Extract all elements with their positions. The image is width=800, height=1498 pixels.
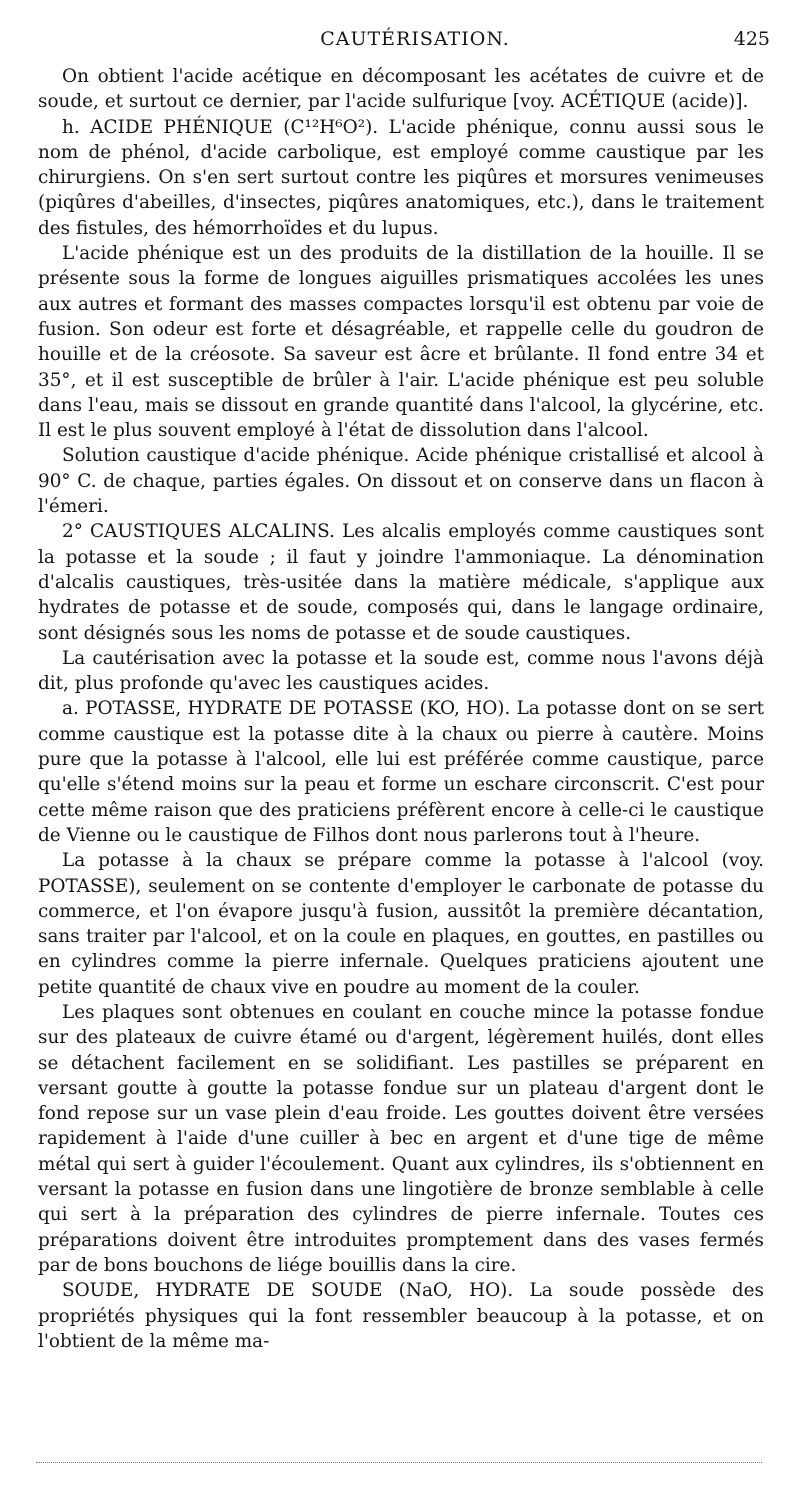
paragraph-cauterisation-depth: La cautérisation avec la potasse et la soude est, comme nous l'avons déjà dit, plus profonde qu'avec les caustiques acides.: [38, 647, 764, 695]
paragraph-phenic-solution: Solution caustique d'acide phénique. Acide phénique cristallisé et alcool à 90° C. de chaque, parties égales. On dissout et on conserve dans un flacon à l'émeri.: [38, 445, 764, 518]
page-number: 425: [733, 28, 770, 50]
paragraph-soda: SOUDE, HYDRATE DE SOUDE (NaO, HO). La soude possède des propriétés physiques qui la font ressembler beaucoup à la potasse, et on l'obtient de la même ma-: [38, 1280, 764, 1352]
paragraph-plates-pastilles: Les plaques sont obtenues en coulant en couche mince la potasse fondue sur des plateaux de cuivre étamé ou d'argent, légèrement huilés, dont elles se détachent facilement en se solidifiant. Les pastilles se préparent en versant goutte à goutte la potasse fondue sur un plateau d'argent dont le fond repose sur un vase plein d'eau froide. Les gouttes doivent être versées rapidement à l'aide d'une cuiller à bec en argent et d'une tige de même métal qui sert à guider l'écoulement. Quant aux cylindres, ils s'obtiennent en versant la potasse en fusion dans une lingotière de bronze semblable à celle qui sert à la préparation des cylindres de pierre infernale. Toutes ces préparations doivent être introduites promptement dans des vases fermés par de bons bouchons de liége bouillis dans la cire.: [38, 1001, 764, 1276]
paragraph-acetic-acid: On obtient l'acide acétique en décomposant les acétates de cuivre et de soude, et surtout ce dernier, par l'acide sulfurique [voy. ACÉTIQUE (acide)].: [38, 66, 764, 113]
paragraph-alkaline-caustics: 2° CAUSTIQUES ALCALINS. Les alcalis employés comme caustiques sont la potasse et la soude ; il faut y joindre l'ammoniaque. La dénomination d'alcalis caustiques, très-usitée dans la matière médicale, s'applique aux hydrates de potasse et de soude, composés qui, dans le langage ordinaire, sont désignés sous les noms de potasse et de soude caustiques.: [38, 521, 764, 644]
running-title: CAUTÉRISATION.: [320, 28, 510, 50]
paragraph-phenic-properties: L'acide phénique est un des produits de la distillation de la houille. Il se présente sous la forme de longues aiguilles prismatiques accolées les unes aux autres et formant des masses compactes lorsqu'il est obtenu par voie de fusion. Son odeur est forte et désagréable, et rappelle celle du goudron de houille et de la créosote. Sa saveur est âcre et brûlante. Il fond entre 34 et 35°, et il est susceptible de brûler à l'air. L'acide phénique est peu soluble dans l'eau, mais se dissout en grande quantité dans l'alcool, la glycérine, etc. Il est le plus souvent employé à l'état de dissolution dans l'alcool.: [38, 243, 764, 442]
running-header: [60, 28, 770, 58]
paragraph-lime-potash: La potasse à la chaux se prépare comme la potasse à l'alcool (voy. POTASSE), seulement on se contente d'employer le carbonate de potasse du commerce, et l'on évapore jusqu'à fusion, aussitôt la première décantation, sans traiter par l'alcool, et on la coule en plaques, en gouttes, en pastilles ou en cylindres comme la pierre infernale. Quelques praticiens ajoutent une petite quantité de chaux vive en poudre au moment de la couler.: [38, 850, 764, 998]
paragraph-phenic-acid: h. ACIDE PHÉNIQUE (C¹²H⁶O²). L'acide phénique, connu aussi sous le nom de phénol, d'acide carbolique, est employé comme caustique par les chirurgiens. On s'en sert surtout contre les piqûres et morsures venimeuses (piqûres d'abeilles, d'insectes, piqûres anatomiques, etc.), dans le traitement des fistules, des hémorrhoïdes et du lupus.: [38, 116, 764, 239]
footer-rule: [36, 1462, 762, 1463]
paragraph-potash: a. POTASSE, HYDRATE DE POTASSE (KO, HO). La potasse dont on se sert comme caustique est la potasse dite à la chaux ou pierre à cautère. Moins pure que la potasse à l'alcool, elle lui est préférée comme caustique, parce qu'elle s'étend moins sur la peau et forme un eschare circonscrit. C'est pour cette même raison que des praticiens préfèrent encore à celle-ci le caustique de Vienne ou le caustique de Filhos dont nous parlerons tout à l'heure.: [38, 698, 764, 846]
body-text: [38, 64, 764, 1354]
